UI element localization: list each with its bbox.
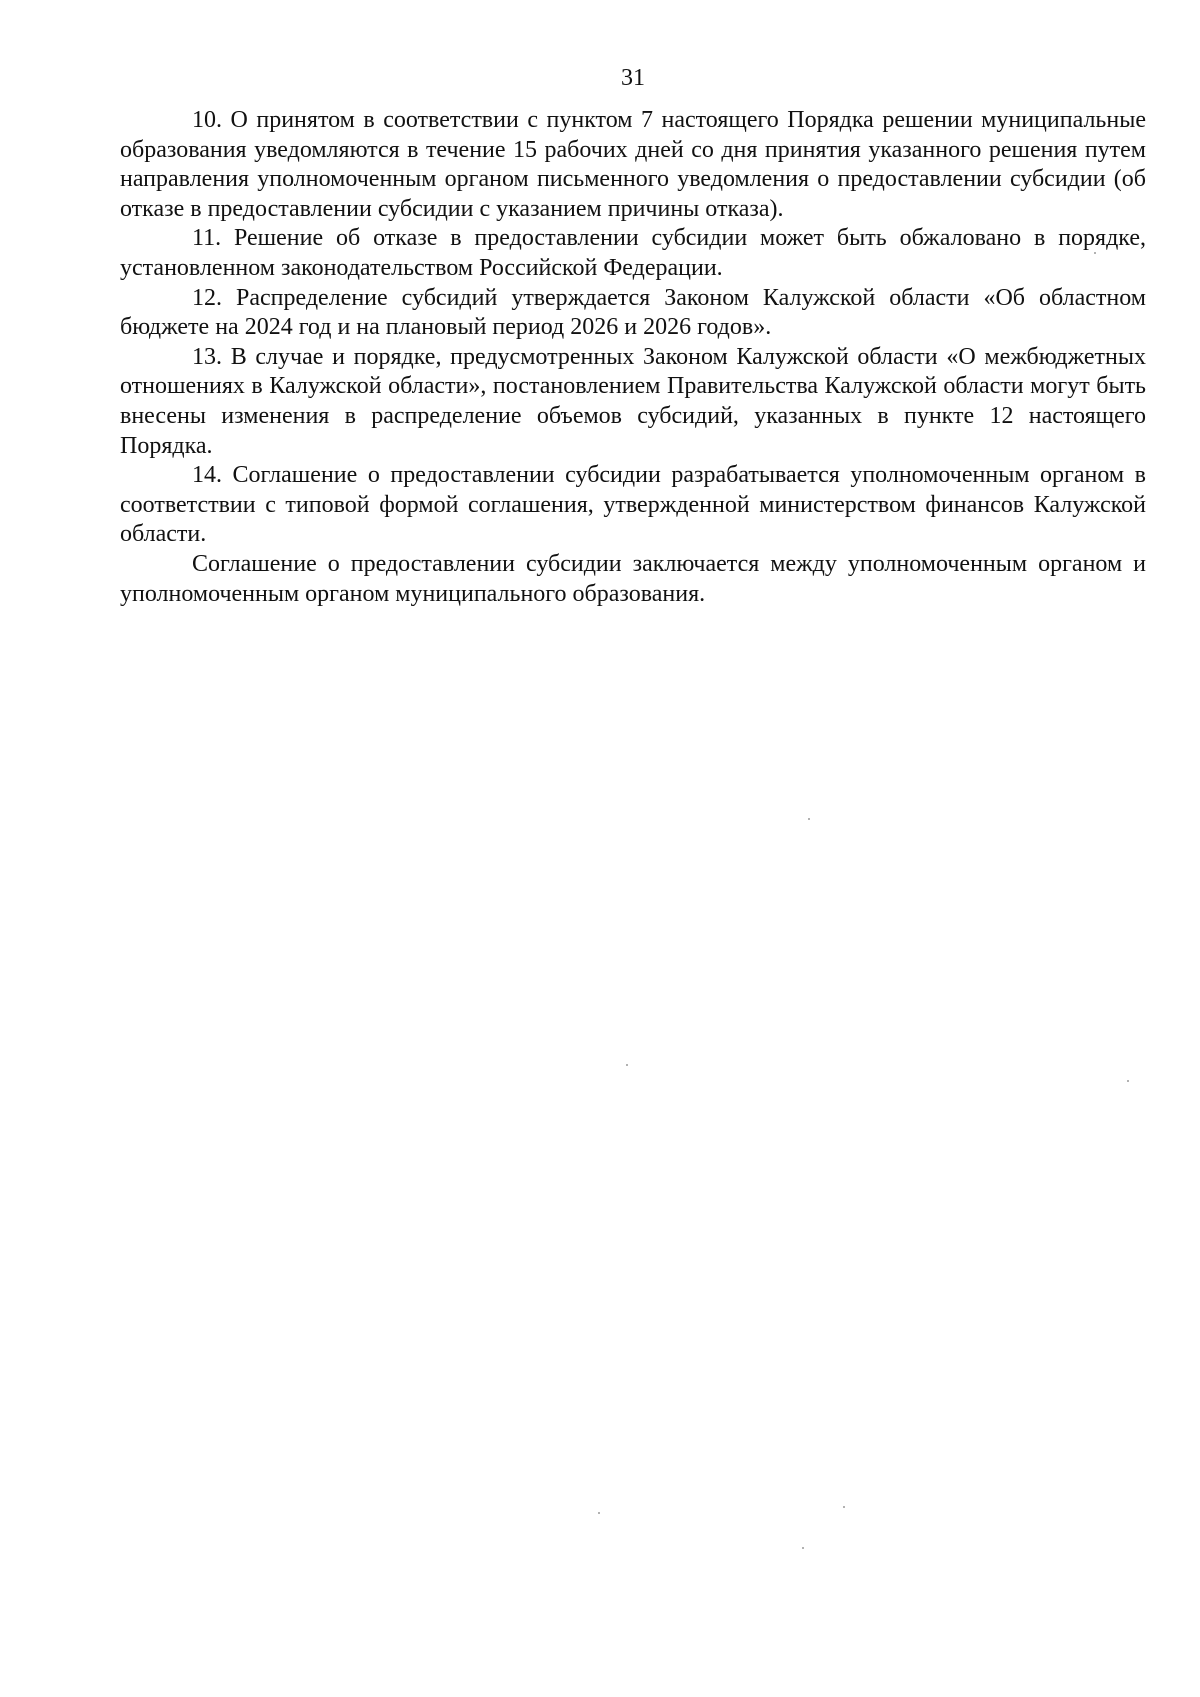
scan-speck xyxy=(626,1064,628,1066)
scan-speck xyxy=(843,1506,845,1508)
scan-speck xyxy=(598,1512,600,1514)
paragraph-13: 13. В случае и порядке, предусмотренных Законом Калужской области «О межбюджетных отношениях в Калужской области», постановлением Правительства Калужской области могут быть внесены изменения в распределение объемов субсидий, указанных в пункте 12 настоящего Порядка. xyxy=(120,343,1146,459)
paragraph-12: 12. Распределение субсидий утверждается Законом Калужской области «Об областном бюджете на 2024 год и на плановый период 2026 и 2026 годов». xyxy=(120,284,1146,341)
page-number: 31 xyxy=(621,65,645,91)
paragraph-14-continued: Соглашение о предоставлении субсидии заключается между уполномоченным органом и уполномоченным органом муниципального образования. xyxy=(120,550,1146,607)
paragraph-14: 14. Соглашение о предоставлении субсидии разрабатывается уполномоченным органом в соответствии с типовой формой соглашения, утвержденной министерством финансов Калужской области. xyxy=(120,462,1146,548)
paragraph-10: 10. О принятом в соответствии с пунктом 7 настоящего Порядка решении муниципальные образования уведомляются в течение 15 рабочих дней со дня принятия указанного решения путем направления уполномоченным органом письменного уведомления о предоставлении субсидии (об отказе в предоставлении субсидии с указанием причины отказа). xyxy=(120,107,1146,222)
scan-speck xyxy=(1127,1080,1129,1082)
document-body xyxy=(120,106,1146,609)
paragraph-11: 11. Решение об отказе в предоставлении субсидии может быть обжаловано в порядке, установленном законодательством Российской Федерации. xyxy=(120,225,1146,281)
scan-speck xyxy=(802,1547,804,1549)
scan-speck xyxy=(1094,252,1096,254)
scan-speck xyxy=(808,818,810,820)
